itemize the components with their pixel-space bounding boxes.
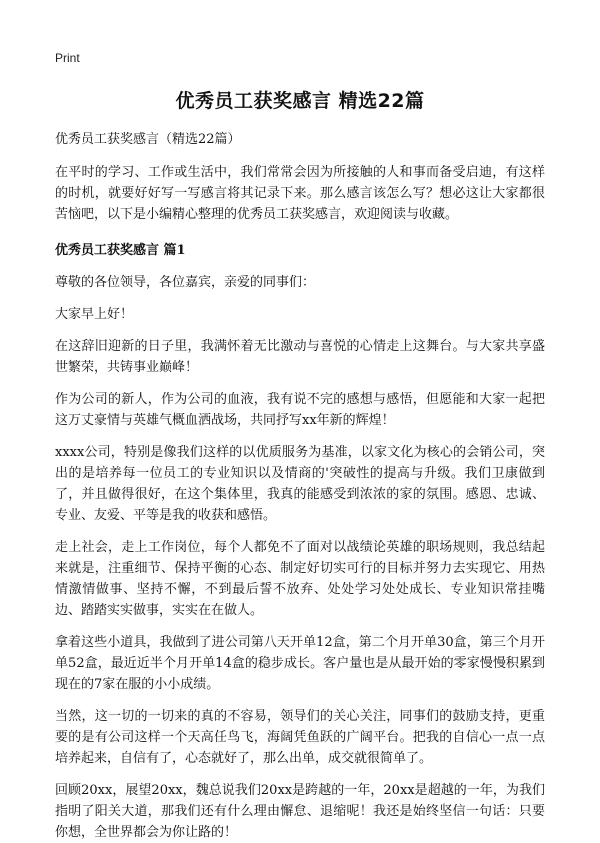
paragraph: 走上社会，走上工作岗位，每个人都免不了面对以战绩论英雄的职场规则，我总结起来就是，注重细节、保持平衡的心态、制定好切实可行的目标并努力去实现它、用热情激情做事、坚持不懈，不到最后誓不放弃、处处学习处处成长、专业知识常挂嘴边、踏踏实实做事，实实在在做人。 bbox=[55, 540, 545, 618]
paragraph: 回顾20xx，展望20xx，魏总说我们20xx是跨越的一年，20xx是超越的一年，为我们指明了阳关大道，那我们还有什么理由懈怠、退缩呢！我还是始终坚信一句话：只要你想，全世界都会为你让路的！ bbox=[55, 783, 545, 840]
paragraph: 在这辞旧迎新的日子里，我满怀着无比激动与喜悦的心情走上这舞台。与大家共享盛世繁荣，共铸事业巅峰！ bbox=[55, 339, 545, 375]
paragraph-good-morning: 大家早上好！ bbox=[55, 307, 134, 322]
paragraph: 拿着这些小道具，我做到了进公司第八天开单12盒，第二个月开单30盒，第三个月开单52盒，最近近半个月开单14盒的稳步成长。客户量也是从最开始的零家慢慢积累到现在的7家在服的小小成绩。 bbox=[55, 635, 545, 692]
paragraph-greeting: 尊敬的各位领导，各位嘉宾，亲爱的同事们： bbox=[55, 275, 316, 290]
paragraph: 当然，这一切的一切来的真的不容易，领导们的关心关注，同事们的鼓励支持，更重要的是有公司这样一个天高任鸟飞，海阔凭鱼跃的广阔平台。把我的自信心一点一点培养起来，自信有了，心态就好了，那么出单，成交就很简单了。 bbox=[55, 709, 545, 766]
page-title: 优秀员工获奖感言 精选22篇 bbox=[175, 90, 425, 112]
paragraph: 作为公司的新人，作为公司的血液，我有说不完的感想与感悟，但愿能和大家一起把这万丈豪情与英雄气概血洒战场，共同抒写xx年新的辉煌！ bbox=[55, 392, 545, 428]
paragraph: xxxx公司，特别是像我们这样的以优质服务为基准，以家文化为核心的会销公司，突出的是培养每一位员工的专业知识以及情商的'突破性的提高与升级。我们卫康做到了，并且做得很好，在这个集体里，我真的能感受到浓浓的家的氛围。感恩、忠诚、专业、友爱、平等是我的收获和感悟。 bbox=[55, 445, 545, 523]
document-subtitle: 优秀员工获奖感言（精选22篇） bbox=[55, 132, 241, 147]
intro-paragraph: 在平时的学习、工作或生活中，我们常常会因为所接触的人和事而备受启迪，有这样的时机，就要好好写一写感言将其记录下来。那么感言该怎么写？想必这让大家都很苦恼吧，以下是小编精心整理的优秀员工获奖感言，欢迎阅读与收藏。 bbox=[55, 165, 545, 222]
section-heading: 优秀员工获奖感言 篇1 bbox=[55, 243, 186, 258]
print-link[interactable]: Print bbox=[55, 51, 80, 65]
